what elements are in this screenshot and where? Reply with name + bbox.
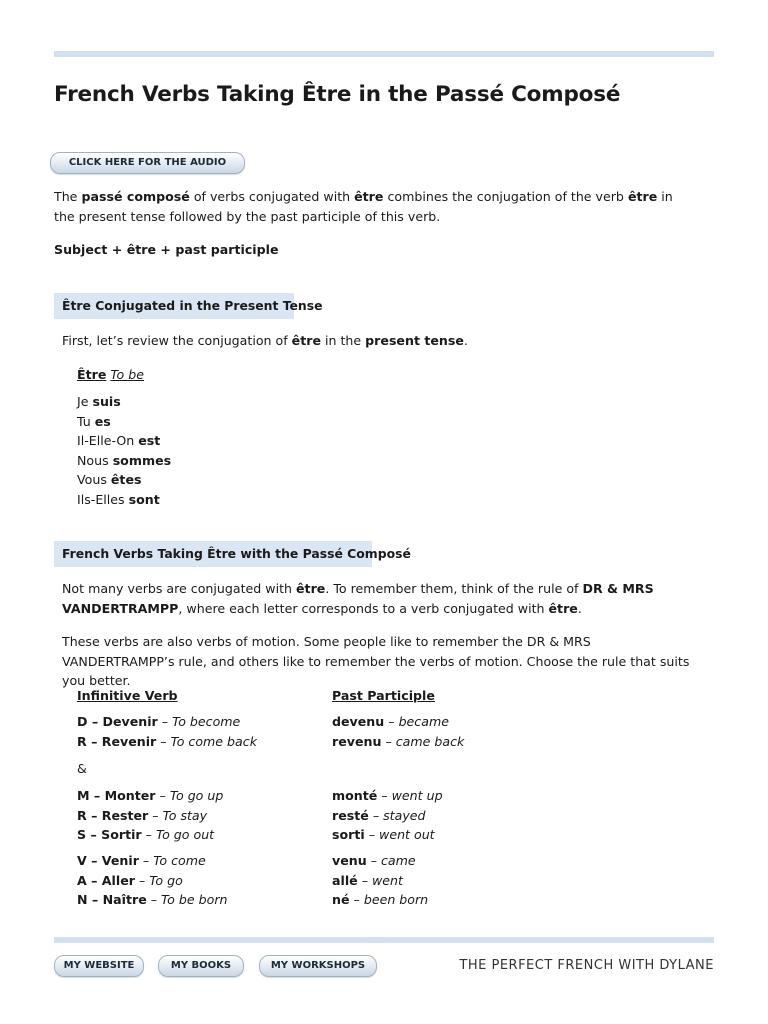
group2-infinitives: [77, 786, 223, 845]
dash: –: [377, 788, 392, 803]
lead-text-b: être: [291, 333, 321, 348]
verb-form: est: [138, 433, 161, 448]
group2-participles: [332, 786, 443, 845]
conjugation-row: [77, 490, 171, 510]
my-workshops-button[interactable]: MY WORKSHOPS: [259, 955, 377, 977]
participle-meaning: went out: [379, 827, 435, 842]
section-heading-present: Être Conjugated in the Present Tense: [54, 293, 294, 319]
participle-meaning: went: [372, 872, 403, 888]
brand-footer: THE PERFECT FRENCH WITH DYLANE: [459, 958, 714, 973]
section2-p1-run: DR & MRS VANDERTRAMPP: [62, 581, 654, 616]
verb-name: Être: [77, 367, 107, 382]
pronoun: Nous: [77, 452, 113, 468]
section2-p1-run: être: [296, 581, 326, 596]
section2-paragraph-2: These verbs are also verbs of motion. Some people like to remember the DR & MRS VANDERTRAMPP’s rule, and others like to remember the verbs of motion. Choose the rule that suits you better.: [62, 634, 690, 688]
infinitive-row: [77, 825, 223, 845]
infinitive-meaning: To go out: [155, 827, 215, 842]
participle-row: [332, 890, 428, 910]
participle-row: [332, 825, 443, 845]
intro-run: être: [354, 189, 384, 204]
verb-form: es: [94, 413, 111, 429]
group1-participles: [332, 712, 464, 751]
infinitive-verb: N – Naître: [77, 892, 147, 907]
pronoun: Il-Elle-On: [77, 433, 139, 448]
dash: –: [366, 853, 381, 868]
conjugation-list: [77, 392, 171, 509]
intro-run: in the present tense followed by the past participle of this verb.: [54, 189, 673, 224]
infinitive-meaning: To come back: [170, 733, 257, 749]
participle-meaning: came: [381, 853, 416, 868]
my-website-button[interactable]: MY WEBSITE: [54, 955, 144, 977]
lead-text-d: present tense: [365, 333, 464, 348]
dash: –: [141, 827, 156, 842]
infinitive-meaning: To become: [172, 714, 241, 729]
section2-p1-run: .: [577, 600, 582, 616]
infinitive-meaning: To come: [153, 853, 206, 868]
section2-paragraph-1: [62, 579, 662, 618]
intro-run: combines the conjugation of the verb: [383, 189, 628, 204]
participle-meaning: stayed: [383, 807, 426, 823]
dash: –: [148, 807, 163, 823]
dash: –: [134, 872, 150, 888]
past-participle: revenu: [332, 733, 382, 749]
section-heading-passe-compose: French Verbs Taking Être with the Passé Composé: [54, 541, 372, 567]
group1-infinitives: [77, 712, 257, 751]
conjugation-row: [77, 470, 171, 490]
participle-row: [332, 871, 428, 891]
my-books-button[interactable]: MY BOOKS: [158, 955, 244, 977]
pronoun: Tu: [77, 413, 95, 429]
participle-meaning: been born: [363, 892, 429, 907]
participle-row: [332, 712, 464, 732]
verb-form: sont: [128, 491, 160, 507]
verb-form: suis: [92, 394, 121, 409]
participle-row: [332, 806, 443, 826]
section2-p1-run: être: [548, 600, 578, 616]
past-participle: devenu: [332, 714, 385, 729]
infinitive-row: [77, 871, 228, 891]
col-header-participle-label: Past Participle: [332, 688, 435, 703]
intro-run: être: [627, 189, 658, 204]
infinitive-verb: R – Revenir: [77, 733, 157, 749]
dash: –: [155, 788, 170, 803]
infinitive-row: [77, 851, 228, 871]
bottom-divider: [54, 937, 714, 943]
dash: –: [146, 892, 162, 907]
conjugation-row: [77, 431, 171, 451]
dash: –: [381, 733, 396, 749]
dash: –: [156, 733, 171, 749]
participle-meaning: became: [398, 714, 449, 729]
participle-meaning: went up: [391, 788, 443, 803]
group3-participles: [332, 851, 428, 910]
participle-row: [332, 732, 464, 752]
section2-p1-run: Not many verbs are conjugated with: [62, 581, 297, 596]
infinitive-row: [77, 732, 257, 752]
ampersand: &: [77, 761, 87, 776]
section1-lead: [62, 331, 468, 351]
verb-form: êtes: [110, 472, 142, 487]
group3-infinitives: [77, 851, 228, 910]
pronoun: Je: [77, 394, 93, 409]
dash: –: [368, 807, 384, 823]
conjugation-row: [77, 412, 171, 432]
top-divider: [54, 51, 714, 57]
infinitive-row: [77, 712, 257, 732]
lead-text-c: in the: [321, 333, 366, 348]
lead-text-e: .: [463, 333, 468, 348]
verb-form: sommes: [112, 452, 172, 468]
intro-run: passé composé: [81, 189, 190, 204]
past-participle: né: [332, 892, 350, 907]
infinitive-verb: D – Devenir: [77, 714, 158, 729]
lead-text-a: First, let’s review the conjugation of: [62, 333, 292, 348]
col-header-infinitive: [77, 686, 178, 706]
col-header-participle: [332, 686, 435, 706]
section2-p1-run: . To remember them, think of the rule of: [325, 581, 583, 596]
section2-p1-run: , where each letter corresponds to a verb conjugated with: [178, 600, 549, 616]
page-title: French Verbs Taking Être in the Passé Composé: [54, 82, 621, 107]
dash: –: [157, 714, 173, 729]
infinitive-verb: V – Venir: [77, 853, 139, 868]
intro-run: The: [54, 189, 82, 204]
infinitive-verb: A – Aller: [77, 872, 135, 888]
verb-heading: [77, 365, 144, 385]
verb-meaning: To be: [110, 367, 144, 382]
past-participle: allé: [332, 872, 358, 888]
participle-meaning: came back: [395, 733, 465, 749]
past-participle: monté: [332, 788, 378, 803]
intro-run: of verbs conjugated with: [189, 189, 355, 204]
participle-row: [332, 851, 428, 871]
infinitive-row: [77, 806, 223, 826]
conjugation-row: [77, 392, 171, 412]
infinitive-verb: S – Sortir: [77, 827, 142, 842]
col-header-infinitive-label: Infinitive Verb: [77, 688, 178, 703]
infinitive-meaning: To go up: [169, 788, 224, 803]
infinitive-row: [77, 890, 228, 910]
infinitive-row: [77, 786, 223, 806]
infinitive-meaning: To stay: [162, 807, 208, 823]
past-participle: sorti: [332, 827, 365, 842]
dash: –: [364, 827, 380, 842]
dash: –: [384, 714, 399, 729]
conjugation-row: [77, 451, 171, 471]
past-participle: venu: [332, 853, 367, 868]
infinitive-verb: M – Monter: [77, 788, 156, 803]
dash: –: [138, 853, 154, 868]
participle-row: [332, 786, 443, 806]
infinitive-verb: R – Rester: [77, 807, 149, 823]
pronoun: Vous: [77, 472, 111, 487]
formula: Subject + être + past participle: [54, 242, 279, 257]
audio-button[interactable]: CLICK HERE FOR THE AUDIO: [50, 152, 245, 174]
pronoun: Ils-Elles: [77, 491, 129, 507]
infinitive-meaning: To be born: [161, 892, 228, 907]
infinitive-meaning: To go: [149, 872, 183, 888]
intro-paragraph: [54, 187, 674, 226]
past-participle: resté: [332, 807, 369, 823]
dash: –: [357, 872, 372, 888]
dash: –: [349, 892, 364, 907]
